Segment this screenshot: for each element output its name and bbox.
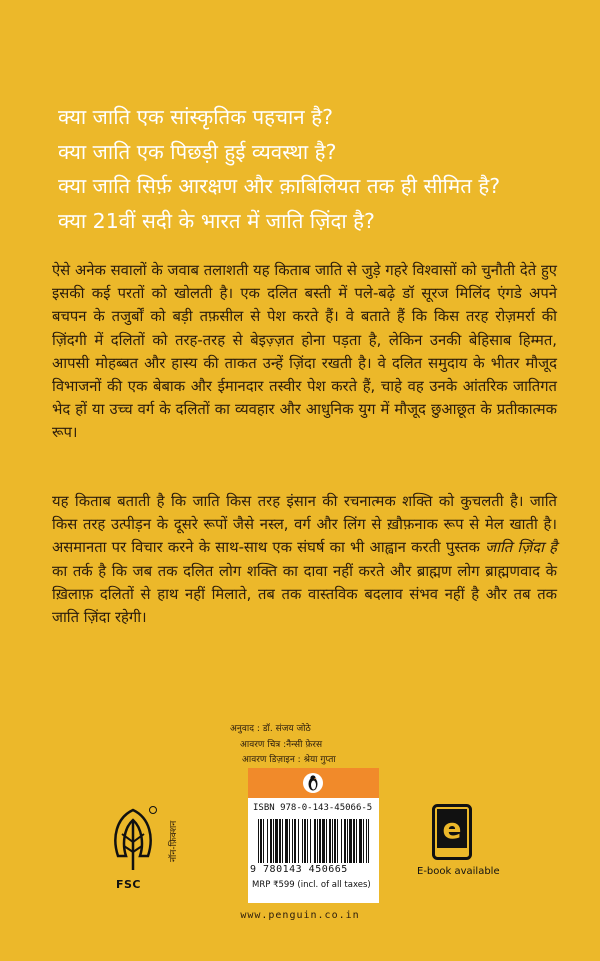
barcode-bars (258, 819, 369, 863)
isbn-number: ISBN 978-0-143-45066-5 (253, 803, 373, 813)
question-1: क्या जाति एक सांस्कृतिक पहचान है? (58, 105, 333, 129)
publisher-website: www.penguin.co.in (240, 910, 360, 921)
blurb-paragraph-1: ऐसे अनेक सवालों के जवाब तलाशती यह किताब जाति से जुड़े गहरे विश्वासों को चुनौती देते हुए इसकी कई परतों को खोलती है। एक दलित बस्ती में पले-बढ़े डॉ सूरज मिलिंद एंगडे अपने बचपन के तजुर्बों को बड़ी तफ़सील से पेश करते हैं। वे बताते हैं कि किस तरह रोज़मर्रा की ज़िंदगी में दलितों को तरह-तरह से बेइज़्ज़त होना पड़ता है, लेकिन उनकी बेहिसाब हिम्मत, आपसी मोहब्बत और हास्य की ताकत उन्हें ज़िंदा रखती है। वे दलित समुदाय के भीतर मौजूद विभाजनों की एक बेबाक और ईमानदार तस्वीर पेश करते हैं, चाहे वह उनके आंतरिक जातिगत भेद हों या उच्च वर्ग के दलितों का व्यवहार और आधुनिक युग में मौजूद छुआछूत के प्रतीकात्मक रूप। (52, 262, 557, 442)
fsc-label: FSC (116, 878, 142, 891)
barcode-digits: 9 780143 450665 (250, 864, 348, 875)
blurb-paragraph-2-end: का तर्क है कि जब तक दलित लोग शक्ति का दावा नहीं करते और ब्राह्मण लोग ब्राह्मणवाद के ख़िलाफ़ दलितों से हाथ नहीं मिलाते, तब तक वास्तविक बदलाव संभव नहीं है और तब तक जाति ज़िंदा रहेगी। (52, 562, 557, 627)
blurb-paragraph-2 (52, 490, 557, 629)
mrp-price: MRP ₹599 (incl. of all taxes) (252, 880, 371, 890)
cover-illustration-credit: आवरण चित्र :नैन्सी फ़ेरस (240, 739, 323, 750)
credits (190, 722, 430, 769)
svg-text:e: e (442, 812, 462, 845)
cover-design-credit: आवरण डिज़ाइन : श्रेया गुप्ता (242, 755, 336, 765)
penguin-logo-icon (303, 773, 323, 793)
question-3: क्या जाति सिर्फ़ आरक्षण और क़ाबिलियत तक ही सीमित है? (58, 174, 501, 198)
ebook-e-icon (432, 804, 472, 860)
question-4: क्या 21वीं सदी के भारत में जाति ज़िंदा है? (58, 208, 375, 233)
ebook-available-label: E-book available (417, 866, 500, 877)
question-list (58, 100, 578, 238)
publisher-band (248, 768, 379, 798)
fsc-tree-logo-icon (108, 804, 158, 884)
book-title-italic: जाति ज़िंदा है (485, 539, 557, 557)
question-2: क्या जाति एक पिछड़ी हुई व्यवस्था है? (58, 139, 337, 164)
barcode-box (248, 768, 379, 903)
translator-credit: अनुवाद : डॉ. संजय जोठे (230, 724, 311, 734)
blurb-paragraph-2-start: यह किताब बताती है कि जाति किस तरह इंसान की रचनात्मक शक्ति को कुचलती है। जाति किस तरह उत्पीड़न के दूसरे रूपों जैसे नस्ल, वर्ग और लिंग से ख़ौफ़नाक रूप से मेल खाती है। असमानता पर विचार करने के साथ-साथ एक संघर्ष का भी आह्वान करती पुस्तक (52, 493, 557, 557)
genre-label: नॉन-फ़िक्शन (169, 820, 179, 862)
